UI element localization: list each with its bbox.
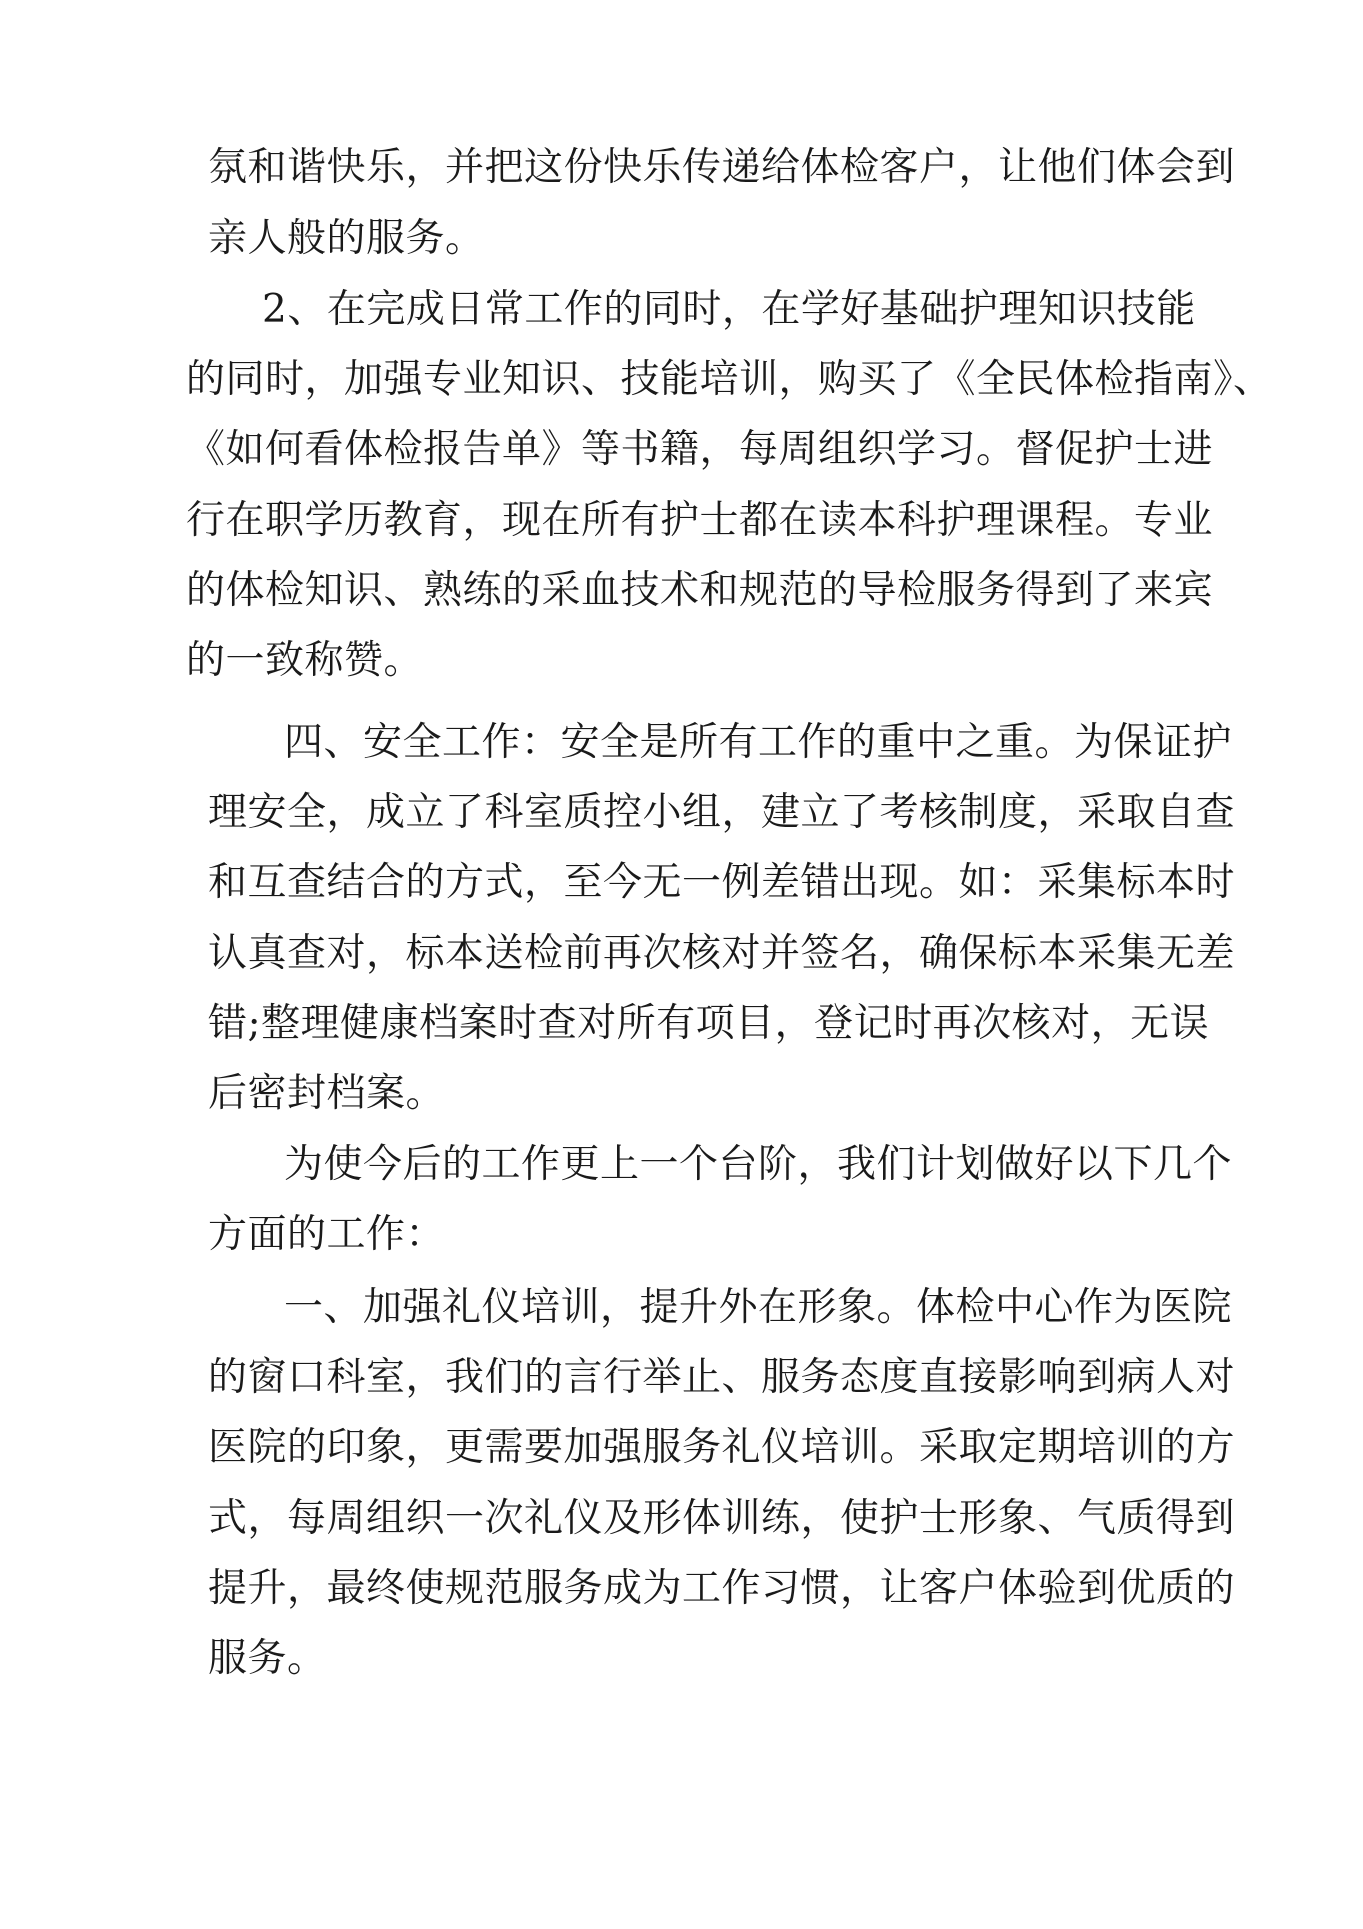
- text-line: 四、安全工作：安全是所有工作的重中之重。为保证护: [284, 720, 1233, 765]
- text-line: 亲人般的服务。: [208, 216, 485, 261]
- text-line: 一、加强礼仪培训，提升外在形象。体检中心作为医院: [284, 1285, 1233, 1330]
- text-line: 医院的印象，更需要加强服务礼仪培训。采取定期培训的方: [208, 1425, 1236, 1470]
- text-line: 为使今后的工作更上一个台阶，我们计划做好以下几个: [284, 1142, 1233, 1187]
- text-line: 服务。: [208, 1636, 327, 1681]
- text-line: 行在职学历教育，现在所有护士都在读本科护理课程。专业: [186, 498, 1214, 543]
- text-line: 的同时，加强专业知识、技能培训，购买了《全民体检指南》、: [186, 357, 1273, 402]
- text-line: 的一致称赞。: [186, 638, 424, 683]
- text-line: 错;整理健康档案时查对所有项目，登记时再次核对，无误: [208, 1001, 1210, 1046]
- text-line: 方面的工作：: [208, 1212, 446, 1257]
- text-line: 氛和谐快乐，并把这份快乐传递给体检客户，让他们体会到: [208, 145, 1236, 190]
- text-line: 后密封档案。: [208, 1071, 446, 1116]
- text-line: 理安全，成立了科室质控小组，建立了考核制度，采取自查: [208, 790, 1236, 835]
- text-line: 和互查结合的方式，至今无一例差错出现。如：采集标本时: [208, 860, 1236, 905]
- text-line: 提升，最终使规范服务成为工作习惯，让客户体验到优质的: [208, 1566, 1236, 1611]
- text-line: 2、在完成日常工作的同时，在学好基础护理知识技能: [262, 287, 1196, 332]
- text-line: 的窗口科室，我们的言行举止、服务态度直接影响到病人对: [208, 1355, 1236, 1400]
- text-line: 《如何看体检报告单》等书籍，每周组织学习。督促护士进: [186, 427, 1214, 472]
- text-line: 的体检知识、熟练的采血技术和规范的导检服务得到了来宾: [186, 568, 1214, 613]
- text-line: 式，每周组织一次礼仪及形体训练，使护士形象、气质得到: [208, 1496, 1236, 1541]
- text-line: 认真查对，标本送检前再次核对并签名，确保标本采集无差: [208, 931, 1236, 976]
